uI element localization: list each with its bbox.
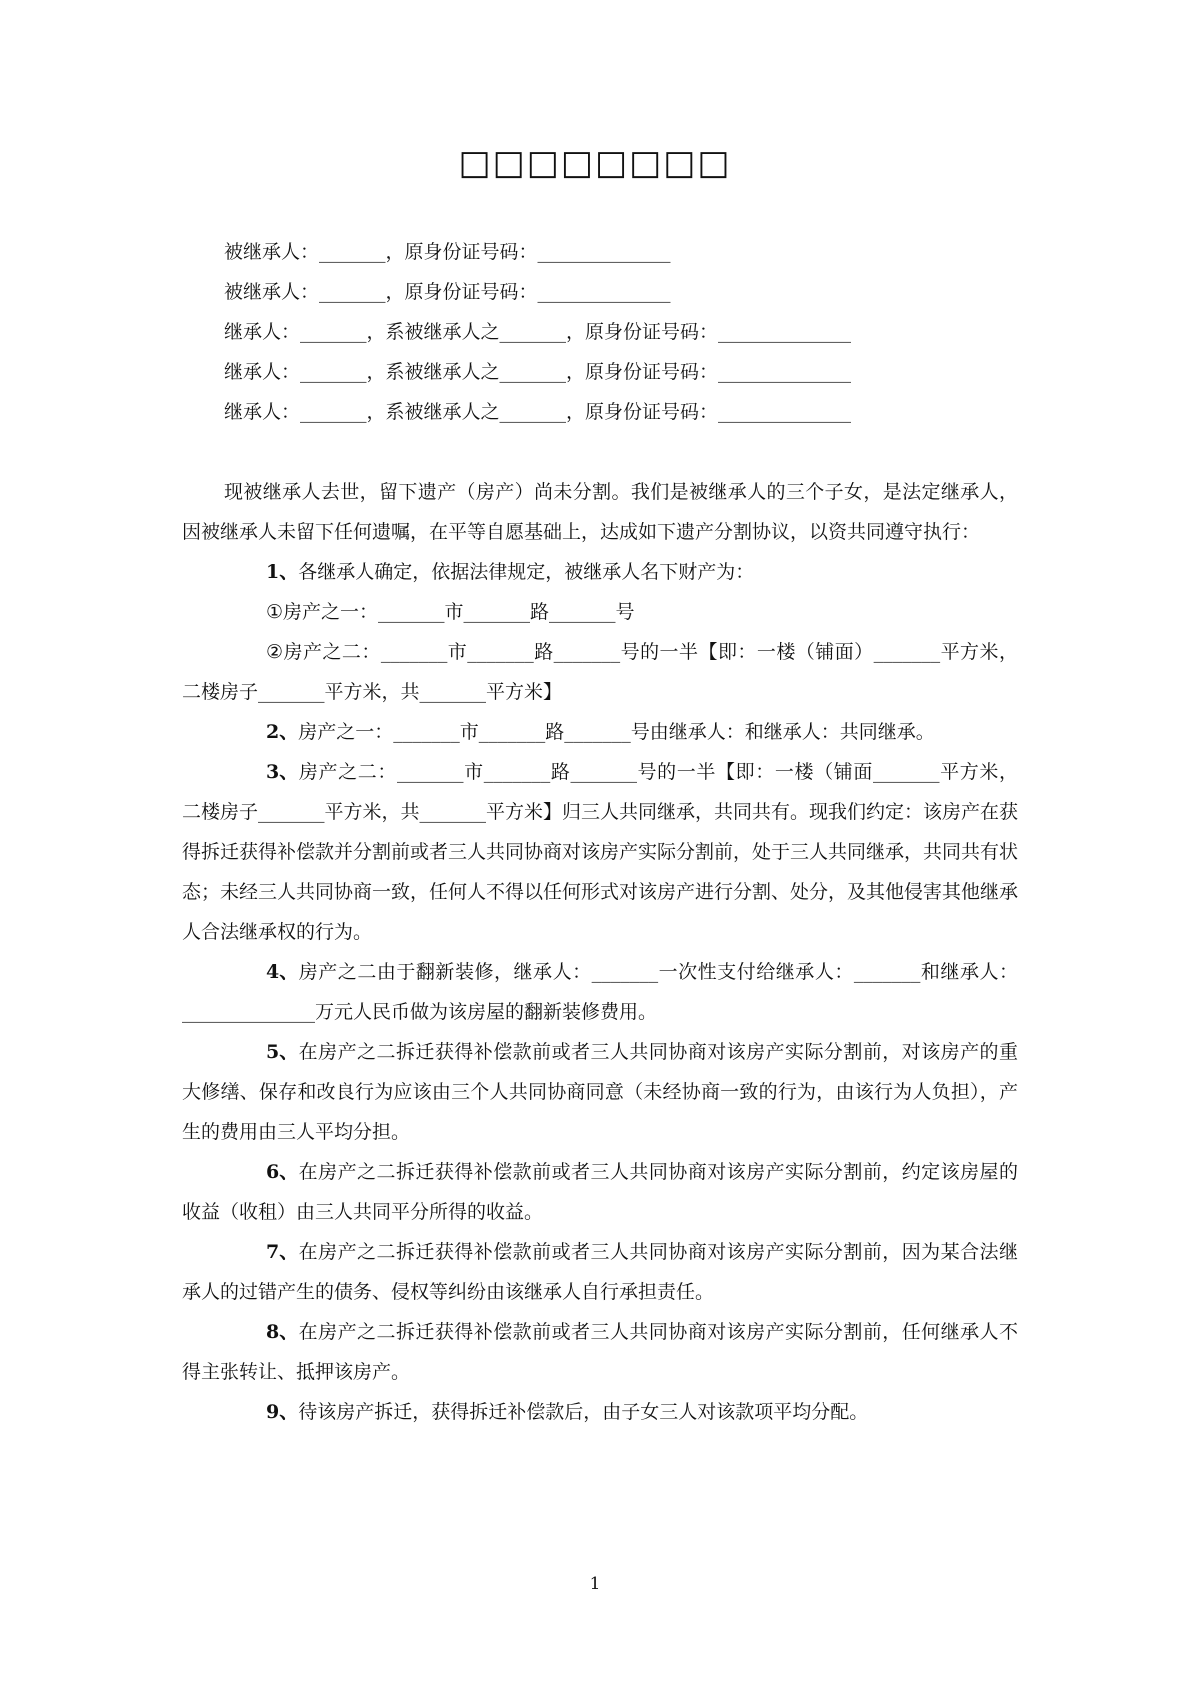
agreement-body (182, 472, 1018, 1432)
clause-number: 5、 (266, 1041, 299, 1063)
clause-number: ① (266, 601, 284, 623)
party-line: 继承人：_______，系被继承人之_______，原身份证号码：______________ (224, 321, 852, 343)
document-title: □□□□□□□□ (458, 143, 732, 183)
party-line: 继承人：_______，系被继承人之_______，原身份证号码：______________ (224, 401, 852, 423)
clause-text: 房产之二由于翻新装修，继承人：_______一次性支付给继承人：_______和继承人：______________万元人民币做为该房屋的翻新装修费用。 (182, 961, 1018, 1023)
clause-4 (182, 952, 1018, 1032)
clause-1-property-1 (182, 592, 1018, 632)
parties-list (224, 232, 1044, 432)
clause-number: 2、 (266, 721, 299, 743)
clause-number: 6、 (266, 1161, 299, 1183)
clause-text: 在房产之二拆迁获得补偿款前或者三人共同协商对该房产实际分割前，对该房产的重大修缮、保存和改良行为应该由三个人共同协商同意（未经协商一致的行为，由该行为人负担），产生的费用由三人平均分担。 (182, 1041, 1018, 1143)
clause-number: 8、 (266, 1321, 299, 1343)
clause-3 (182, 752, 1018, 952)
page-number: 1 (589, 1574, 601, 1594)
clause-text: 房产之二：_______市_______路_______号的一半【即：一楼（铺面）_______平方米，二楼房子_______平方米，共_______平方米】 (182, 641, 1018, 703)
clause-text: 在房产之二拆迁获得补偿款前或者三人共同协商对该房产实际分割前，因为某合法继承人的过错产生的债务、侵权等纠纷由该继承人自行承担责任。 (182, 1241, 1018, 1303)
clause-1-property-2 (182, 632, 1018, 712)
party-line: 继承人：_______，系被继承人之_______，原身份证号码：______________ (224, 361, 852, 383)
clause-number: 3、 (266, 761, 299, 783)
clause-text: 房产之二：_______市_______路_______号的一半【即：一楼（铺面_______平方米，二楼房子_______平方米，共_______平方米】归三人共同继承，共同共有。现我们约定：该房产在获得拆迁获得补偿款并分割前或者三人共同协商对该房产实际分割前，处于三人共同继承，共同共有状态；未经三人共同协商一致，任何人不得以任何形式对该房产进行分割、处分，及其他侵害其他继承人合法继承权的行为。 (182, 761, 1019, 943)
clause-text: 房产之一：_______市_______路_______号 (283, 601, 635, 623)
clause-2 (182, 712, 1018, 752)
clause-7 (182, 1232, 1018, 1312)
clause-6 (182, 1152, 1018, 1232)
clause-text: 待该房产拆迁，获得拆迁补偿款后，由子女三人对该款项平均分配。 (298, 1401, 869, 1423)
clause-text: 在房产之二拆迁获得补偿款前或者三人共同协商对该房产实际分割前，任何继承人不得主张转让、抵押该房产。 (182, 1321, 1018, 1383)
clause-text: 在房产之二拆迁获得补偿款前或者三人共同协商对该房产实际分割前，约定该房屋的收益（收租）由三人共同平分所得的收益。 (182, 1161, 1018, 1223)
party-line: 被继承人：_______，原身份证号码：______________ (224, 281, 671, 303)
clause-number: 1、 (266, 561, 299, 583)
clause-number: 7、 (266, 1241, 299, 1263)
clause-number: 9、 (266, 1401, 299, 1423)
clause-8 (182, 1312, 1018, 1392)
clause-5 (182, 1032, 1018, 1152)
clause-text: 房产之一：_______市_______路_______号由继承人：和继承人：共同继承。 (298, 721, 935, 743)
party-line: 被继承人：_______，原身份证号码：______________ (224, 241, 671, 263)
clause-number: ② (266, 641, 284, 663)
clause-9 (182, 1392, 1018, 1432)
clause-text: 各继承人确定，依据法律规定，被继承人名下财产为： (298, 561, 755, 583)
clause-1 (182, 552, 1018, 592)
intro-paragraph: 现被继承人去世，留下遗产（房产）尚未分割。我们是被继承人的三个子女，是法定继承人，因被继承人未留下任何遗嘱，在平等自愿基础上，达成如下遗产分割协议，以资共同遵守执行： (182, 481, 1018, 543)
clause-number: 4、 (266, 961, 299, 983)
